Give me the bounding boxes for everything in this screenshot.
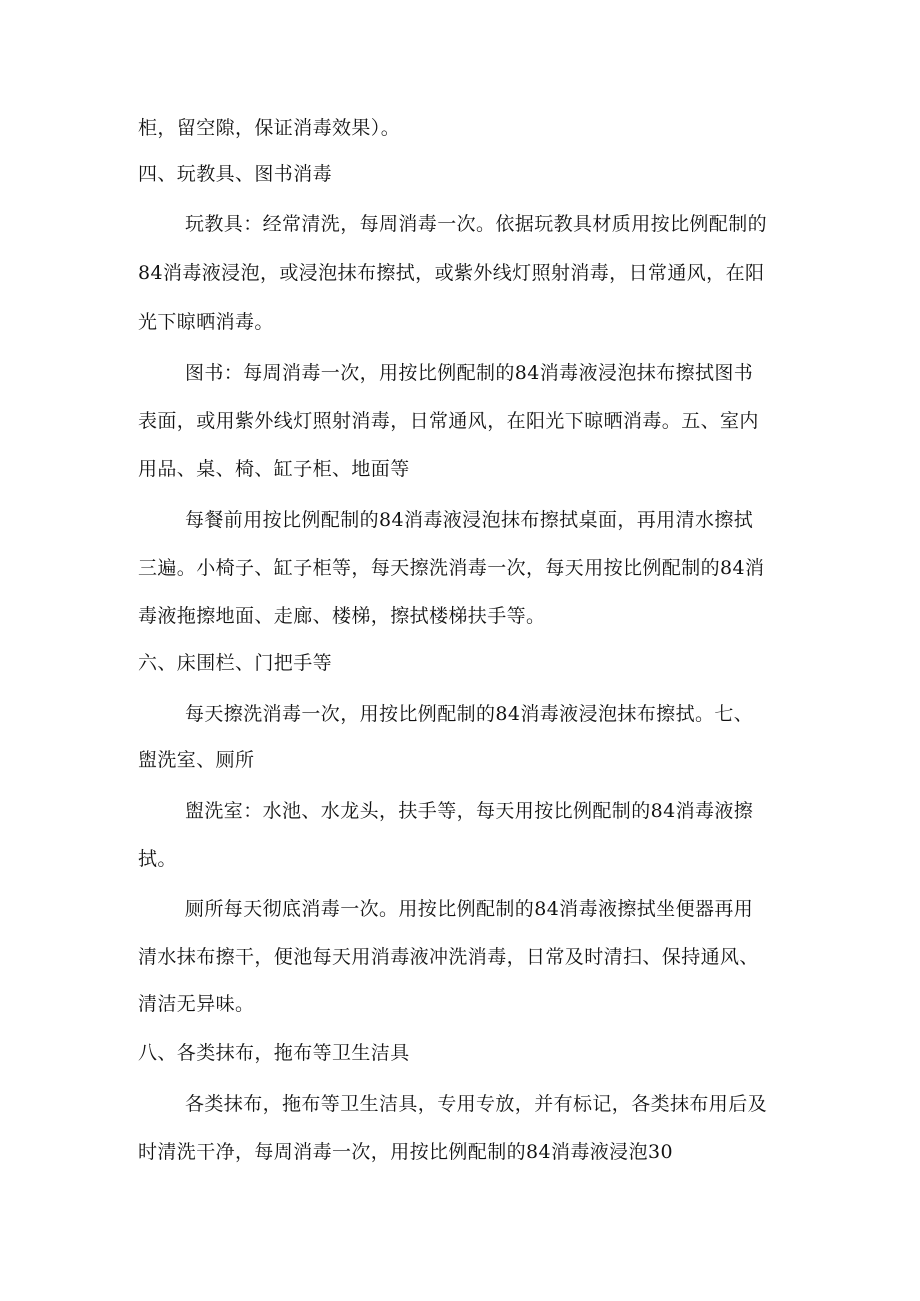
text-line: 时清洗干净，每周消毒一次，用按比例配制的84消毒液浸泡30: [138, 1141, 673, 1163]
text-line: 柜，留空隙，保证消毒效果）。: [138, 117, 401, 139]
text-line: 图书：每周消毒一次，用按比例配制的84消毒液浸泡抹布擦拭图书: [185, 362, 754, 384]
text-line: 盥洗室、厕所: [138, 749, 255, 771]
text-line: 拭。: [138, 848, 177, 870]
text-line: 盥洗室：水池、水龙头，扶手等，每天用按比例配制的84消毒液擦: [185, 800, 754, 822]
text-line: 三遍。小椅子、缸子柜等，每天擦洗消毒一次，每天用按比例配制的84消: [138, 557, 765, 579]
text-line: 84消毒液浸泡，或浸泡抹布擦拭，或紫外线灯照射消毒，日常通风，在阳: [138, 262, 765, 284]
section-heading: 八、各类抹布，拖布等卫生洁具: [138, 1042, 410, 1064]
text-line: 清洁无异味。: [138, 993, 255, 1015]
text-line: 清水抹布擦干，便池每天用消毒液冲洗消毒，日常及时清扫、保持通风、: [138, 946, 759, 968]
text-line: 厕所每天彻底消毒一次。用按比例配制的84消毒液擦拭坐便器再用: [185, 898, 754, 920]
text-line: 每天擦洗消毒一次，用按比例配制的84消毒液浸泡抹布擦拭。七、: [185, 703, 754, 725]
text-line: 用品、桌、椅、缸子柜、地面等: [138, 458, 410, 480]
text-line: 毒液拖擦地面、走廊、楼梯，擦拭楼梯扶手等。: [138, 605, 546, 627]
section-heading: 六、床围栏、门把手等: [138, 652, 333, 674]
text-line: 光下晾晒消毒。: [138, 311, 274, 333]
section-heading: 四、玩教具、图书消毒: [138, 163, 333, 185]
text-line: 玩教具：经常清洗，每周消毒一次。依据玩教具材质用按比例配制的: [185, 213, 768, 235]
text-line: 表面，或用紫外线灯照射消毒，日常通风，在阳光下晾晒消毒。五、室内: [138, 410, 759, 432]
text-line: 每餐前用按比例配制的84消毒液浸泡抹布擦拭桌面，再用清水擦拭: [185, 509, 754, 531]
text-line: 各类抹布，拖布等卫生洁具，专用专放，并有标记，各类抹布用后及: [185, 1093, 768, 1115]
